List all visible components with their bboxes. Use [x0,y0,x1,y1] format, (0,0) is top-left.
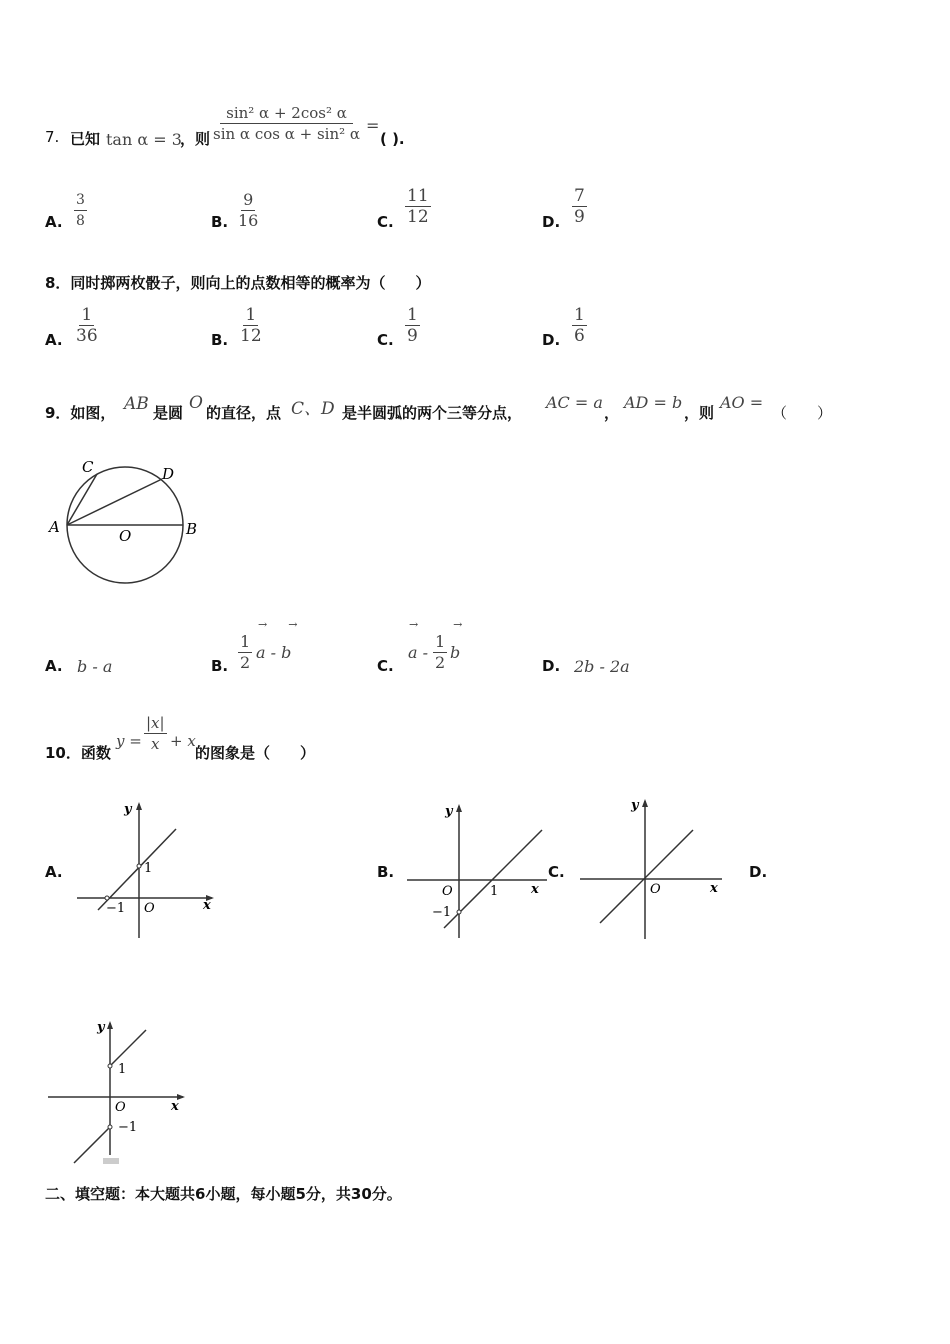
q10-graph-d-mark [103,1158,119,1164]
q8-option-c-den: 9 [407,326,418,346]
q8-option-d-den: 6 [574,326,585,346]
q10-graph-a-point-neg1 [105,896,109,900]
q10-graph-c-y-label: y [631,798,639,813]
q10-option-c-label: C. [548,863,565,881]
q10-graph-d [45,1015,195,1165]
q7-option-d-fraction [572,186,587,227]
q10-graph-c [577,793,737,943]
q10-tail: 的图象是（ ） [195,744,316,762]
q10-graph-b-point-neg1 [457,910,461,914]
q10-fraction [144,713,167,754]
q10-graph-d-lower-ray [74,1127,110,1163]
q7-tail: ( ). [380,130,405,148]
q9-option-c-expr-1: a - [408,643,429,662]
q10-graph-b-x-label: x [531,882,539,897]
q7-option-a-label: A. [45,213,63,231]
q8-option-c-num: 1 [407,305,418,325]
q7-option-b-label: B. [211,213,229,231]
q10-graph-b-y-arrow [456,804,462,812]
q10-graph-c-y-arrow [642,799,648,807]
q9-option-c-expr-2: b [450,643,461,662]
q9-circle-figure [45,455,215,590]
q8-option-c-fraction [405,305,420,346]
q9-option-b-num: 1 [240,632,251,651]
q9-number: 9．如图， [45,404,116,422]
q8-option-d-fraction [572,305,587,346]
q9-option-c-vector-arrows: → → [409,618,463,631]
q8-option-a-num: 1 [81,305,93,325]
q8-option-a-den: 36 [76,326,98,346]
q7-option-c-den: 12 [407,207,429,227]
q9-ao: AO = [720,393,764,412]
q7-option-a-num: 3 [74,190,87,211]
q7-option-b-num: 9 [243,190,254,209]
q10-graph-d-one: 1 [118,1062,127,1077]
q7-option-d-num: 7 [574,186,585,206]
q9-text-1: 是圆 [153,404,184,422]
q9-label-b: B [186,520,198,538]
q9-ac: AC = a [546,393,603,412]
q9-cd: C、D [291,399,335,419]
q10-graph-c-x-label: x [710,881,718,896]
q9-option-a-label: A. [45,657,63,675]
q9-ab: AB [124,394,149,414]
q9-text-4: ，则 [684,404,715,422]
q7-fraction-numerator: sin² α + 2cos² α [220,103,353,124]
q9-option-c-den: 2 [435,653,446,672]
q7-option-c-num: 11 [407,186,429,206]
q10-graph-d-y-label: y [97,1020,105,1035]
q10-fraction-den: x [151,735,160,753]
q9-option-b-fraction [238,632,252,673]
q9-option-c-num: 1 [435,632,446,651]
q10-plus-x: + x [170,732,196,750]
q7-prefix: 已知 [70,130,101,148]
q8-option-b-den: 12 [240,326,262,346]
q10-graph-d-neg-one: −1 [118,1120,138,1135]
q10-option-b-label: B. [377,863,395,881]
q10-graph-b-one: 1 [490,884,499,899]
q10-graph-a-point-1 [137,864,141,868]
q10-graph-a-origin: O [144,901,155,916]
q10-graph-d-upper-ray [110,1030,146,1066]
q10-graph-a-y-label: y [124,802,132,817]
q9-comma: ， [604,404,620,422]
q8-option-c-label: C. [377,331,394,349]
q9-option-c-fraction [433,632,447,673]
q10-graph-b [402,798,552,943]
q10-graph-b-y-label: y [445,804,453,819]
q10-graph-c-line [600,830,693,923]
q10-graph-a-one: 1 [144,861,153,876]
q10-graph-a [72,798,222,943]
q7-option-d-label: D. [542,213,561,231]
q10-graph-a-y-arrow [136,802,142,810]
q10-graph-b-neg-one: −1 [432,905,452,920]
q10-graph-d-point-neg1 [108,1125,112,1129]
q7-option-d-den: 9 [574,207,585,227]
q10-graph-a-x-label: x [203,898,211,913]
q8-option-b-label: B. [211,331,229,349]
q9-option-d-expr: 2b - 2a [574,657,630,676]
q10-number: 10．函数 [45,744,111,762]
q9-label-c: C [82,458,94,476]
q7-option-b-den: 16 [238,211,259,230]
q9-label-a: A [49,518,60,536]
q9-option-b-vector-arrows: → → [258,618,298,631]
q10-fraction-num: |x| [146,714,165,732]
q10-graph-c-origin: O [650,882,661,897]
q7-option-c-label: C. [377,213,394,231]
q9-ad: AD = b [624,393,683,412]
q9-option-b-den: 2 [240,653,251,672]
q9-option-b-label: B. [211,657,229,675]
q8-question: 8．同时掷两枚骰子，则向上的点数相等的概率为（ ） [45,274,431,292]
q7-option-c-fraction [405,186,431,227]
q7-number: 7. [45,128,60,146]
q10-y-equals: y = [116,732,142,750]
q8-option-a-label: A. [45,331,63,349]
q9-option-b-expr: a - b [256,643,292,662]
q9-text-3: 是半圆弧的两个三等分点， [342,404,523,422]
q9-o: O [189,393,203,413]
q10-option-d-label: D. [749,863,768,881]
q7-option-a-den: 8 [76,213,85,229]
q9-text-2: 的直径，点 [206,404,282,422]
q8-option-b-num: 1 [245,305,257,325]
q7-condition: tan α = 3 [106,130,182,149]
q8-option-b-fraction [240,305,262,346]
q8-option-a-fraction [76,305,98,346]
q7-equals: = [366,116,380,135]
q10-graph-d-y-arrow [107,1021,113,1029]
q10-graph-d-x-label: x [171,1099,179,1114]
q9-label-d: D [162,465,175,483]
q8-option-d-num: 1 [574,305,585,325]
q9-tail: （ ） [772,404,833,422]
q7-middle: ，则 [180,130,211,148]
q7-fraction-denominator: sin α cos α + sin² α [213,125,361,143]
section-2-heading: 二、填空题：本大题共6小题，每小题5分，共30分。 [45,1185,402,1203]
q9-option-d-label: D. [542,657,561,675]
q10-graph-d-origin: O [115,1100,126,1115]
q10-option-a-label: A. [45,863,63,881]
q9-option-c-label: C. [377,657,394,675]
q9-option-a-expr: b - a [77,657,113,676]
q10-graph-b-origin: O [442,884,453,899]
q10-graph-d-point-1 [108,1064,112,1068]
q8-option-d-label: D. [542,331,561,349]
q10-graph-a-neg-one: −1 [106,901,126,916]
q9-label-o: O [119,527,132,545]
q7-main-fraction [213,103,360,144]
q7-option-a-fraction [74,190,87,231]
q7-option-b-fraction [238,190,258,231]
